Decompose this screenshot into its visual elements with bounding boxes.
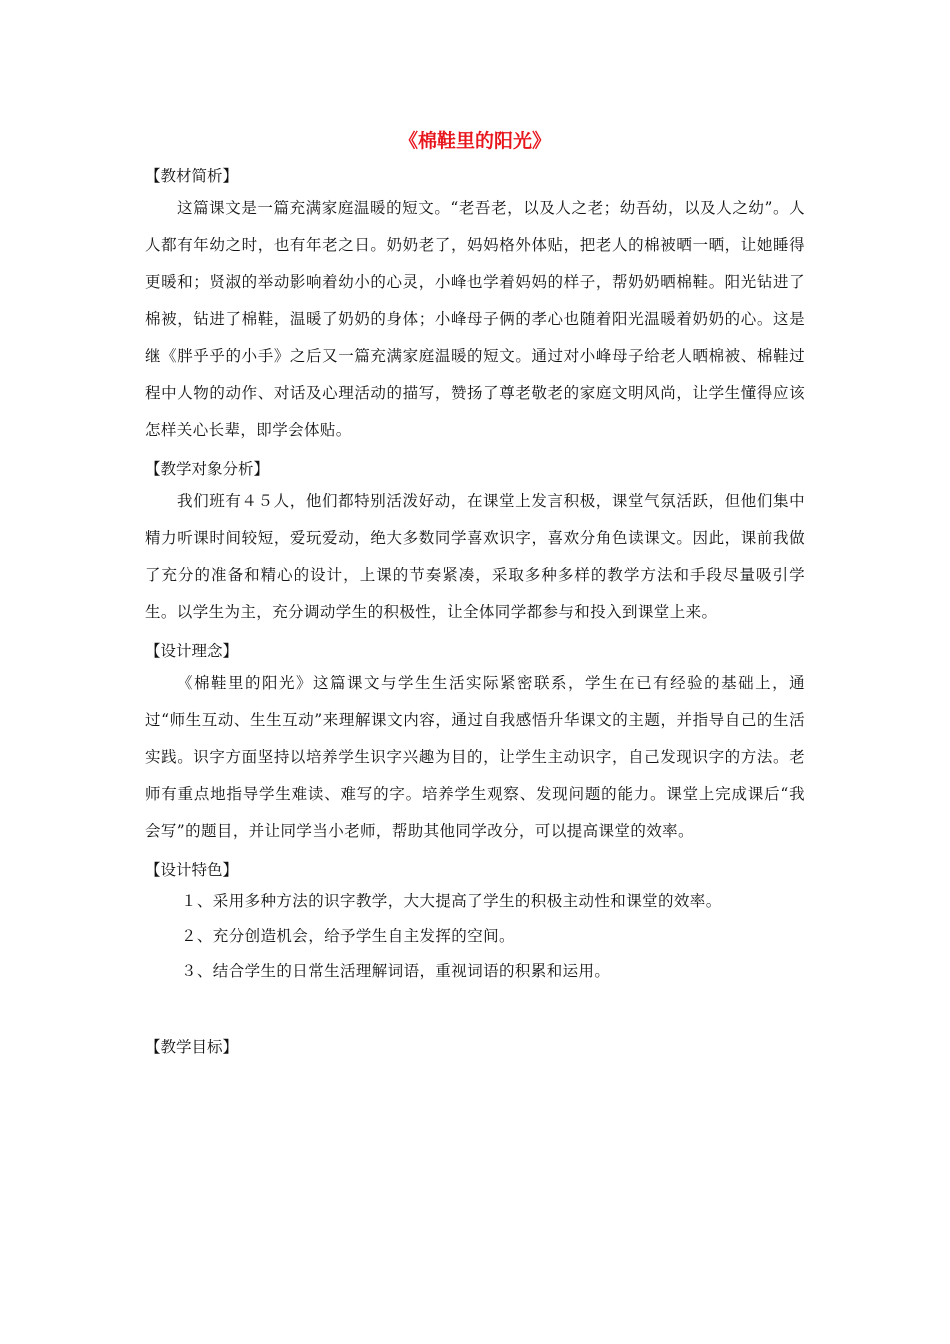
feature-item: ２、充分创造机会，给予学生自主发挥的空间。 [181, 927, 515, 945]
section-body-textbook-analysis: 这篇课文是一篇充满家庭温暖的短文。“老吾老，以及人之老；幼吾幼，以及人之幼”。人人都有年幼之时，也有年老之日。奶奶老了，妈妈格外体贴，把老人的棉被晒一晒，让她睡得更暖和；贤淑的举动影响着幼小的心灵，小峰也学着妈妈的样子，帮奶奶晒棉鞋。阳光钻进了棉被，钻进了棉鞋，温暖了奶奶的身体；小峰母子俩的孝心也随着阳光温暖着奶奶的心。这是继《胖乎乎的小手》之后又一篇充满家庭温暖的短文。通过对小峰母子给老人晒棉被、棉鞋过程中人物的动作、对话及心理活动的描写，赞扬了尊老敬老的家庭文明风尚，让学生懂得应该怎样关心长辈，即学会体贴。 [145, 199, 805, 439]
section-heading-student-analysis: 【教学对象分析】 [145, 460, 270, 478]
section-body-design-concept: 《棉鞋里的阳光》这篇课文与学生生活实际紧密联系，学生在已有经验的基础上，通过“师生互动、生生互动”来理解课文内容，通过自我感悟升华课文的主题，并指导自己的生活实践。识字方面坚持以培养学生识字兴趣为目的，让学生主动识字，自己发现识字的方法。老师有重点地指导学生难读、难写的字。培养学生观察、发现问题的能力。课堂上完成课后“我会写”的题目，并让同学当小老师，帮助其他同学改分，可以提高课堂的效率。 [145, 674, 805, 840]
document-content [145, 162, 805, 1061]
document-title: 《棉鞋里的阳光》 [398, 130, 551, 152]
feature-item: ３、结合学生的日常生活理解词语，重视词语的积累和运用。 [181, 962, 611, 980]
section-heading-design-concept: 【设计理念】 [145, 642, 239, 660]
section-heading-design-features: 【设计特色】 [145, 861, 239, 879]
section-heading-teaching-goals: 【教学目标】 [145, 1038, 239, 1056]
section-body-student-analysis: 我们班有４５人，他们都特别活泼好动，在课堂上发言积极，课堂气氛活跃，但他们集中精力听课时间较短，爱玩爱动，绝大多数同学喜欢识字，喜欢分角色读课文。因此，课前我做了充分的准备和精心的设计，上课的节奏紧凑，采取多种多样的教学方法和手段尽量吸引学生。以学生为主，充分调动学生的积极性，让全体同学都参与和投入到课堂上来。 [145, 492, 805, 621]
feature-item: １、采用多种方法的识字教学，大大提高了学生的积极主动性和课堂的效率。 [181, 892, 722, 910]
section-heading-textbook-analysis: 【教材简析】 [145, 167, 239, 185]
